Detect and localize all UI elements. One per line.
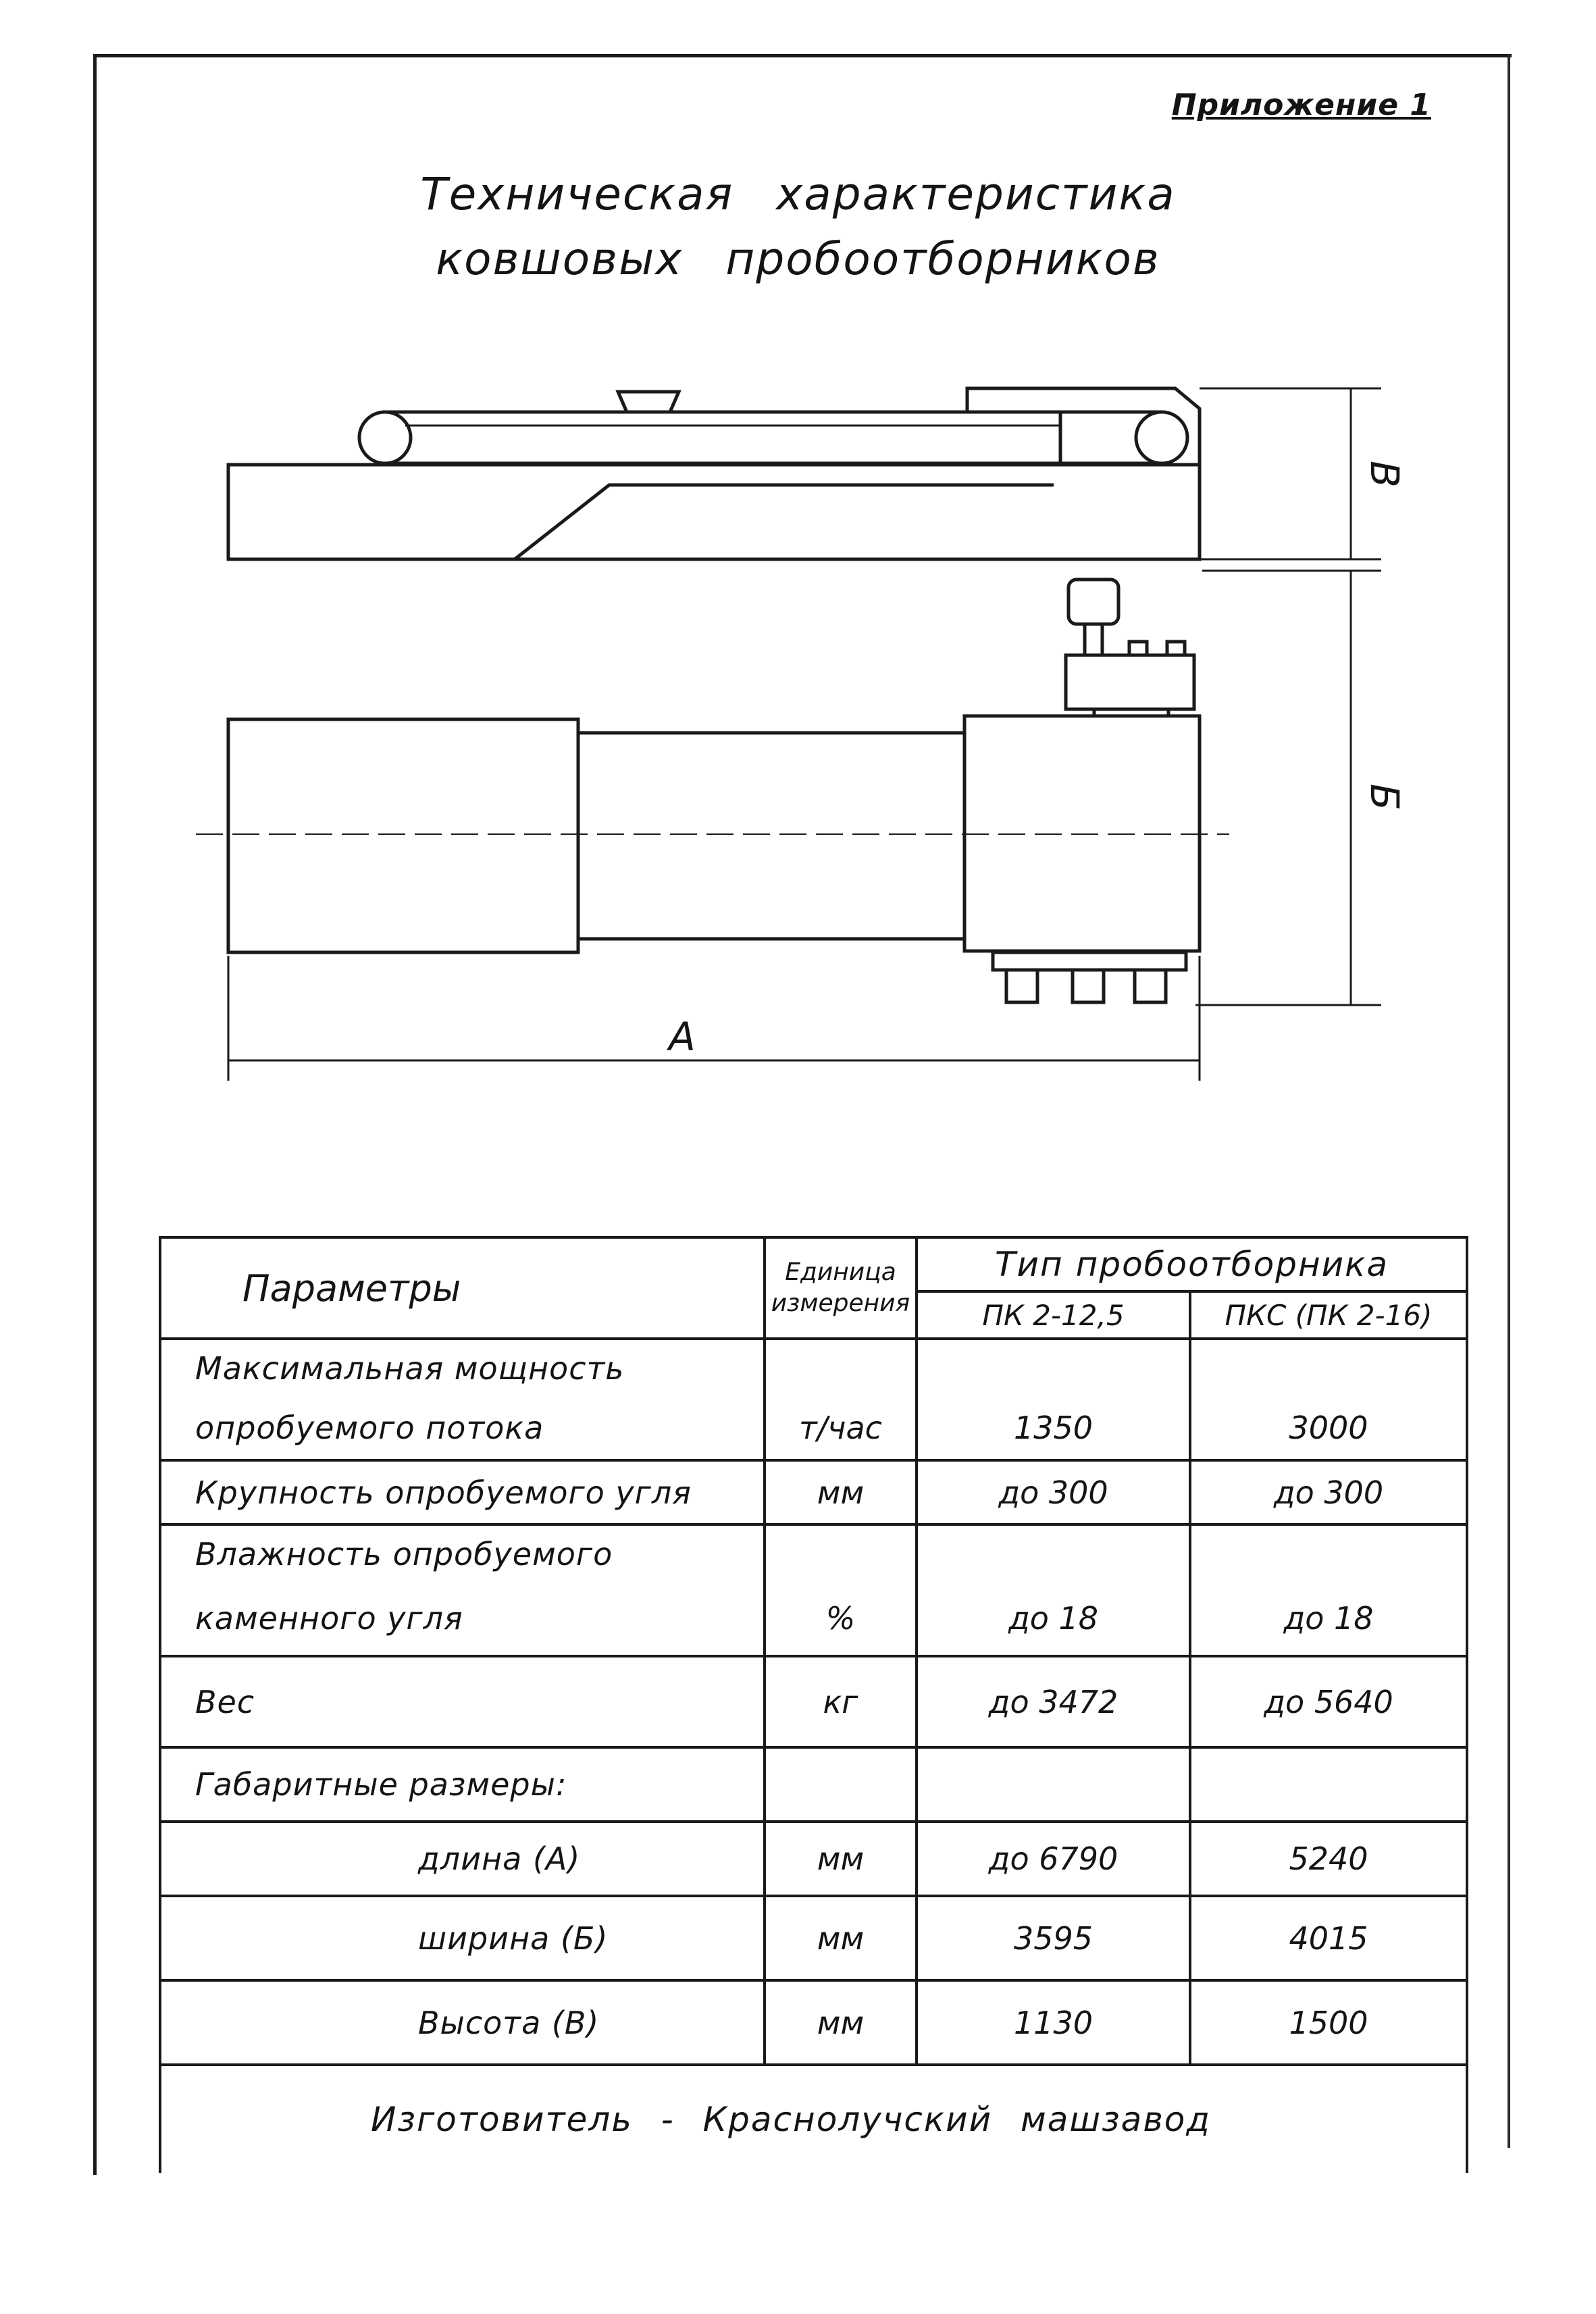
bucket-top (618, 392, 679, 412)
spec-table-container (159, 1236, 1466, 2168)
side-view-chute (515, 485, 1054, 559)
right-pulley (1136, 412, 1187, 463)
table-row (160, 1582, 1467, 1656)
row-label: Габаритные размеры: (160, 1747, 765, 1822)
dim-label-a: А (669, 1014, 696, 1060)
row-value-model-1: до 18 (917, 1582, 1190, 1656)
row-label: каменного угля (160, 1582, 765, 1656)
table-row (160, 1396, 1467, 1460)
row-label: Влажность опробуемого (160, 1524, 765, 1582)
horizontal-dimension (228, 956, 1200, 1081)
table-row (160, 1747, 1467, 1822)
wheel-3 (1135, 970, 1166, 1002)
row-value-model-1: до 300 (917, 1460, 1190, 1524)
header-unit (765, 1237, 917, 1339)
row-label: Крупность опробуемого угля (160, 1460, 765, 1524)
table-row (160, 1896, 1467, 1980)
row-value-model-2: 5240 (1190, 1822, 1467, 1896)
left-pulley (359, 412, 411, 463)
row-unit: кг (765, 1656, 917, 1747)
row-value-model-1: до 3472 (917, 1656, 1190, 1747)
spec-table (159, 1236, 1468, 2173)
header-row-1 (160, 1237, 1467, 1291)
side-view (228, 388, 1200, 559)
row-value-model-2: 3000 (1190, 1396, 1467, 1460)
header-unit-line-2: измерения (771, 1289, 910, 1317)
row-label: длина (А) (160, 1822, 765, 1896)
title-line-1: Техническая характеристика (420, 168, 1176, 220)
row-value-model-2: 1500 (1190, 1980, 1467, 2065)
motor-block (1066, 655, 1194, 709)
row-value-model-2: до 18 (1190, 1582, 1467, 1656)
header-unit-line-1: Единица (785, 1258, 896, 1286)
table-row (160, 1980, 1467, 2065)
row-unit: мм (765, 1822, 917, 1896)
row-value-model-1: 1130 (917, 1980, 1190, 2065)
row-label: Вес (160, 1656, 765, 1747)
technical-drawing (0, 0, 1596, 1148)
side-view-frame (228, 465, 1200, 559)
dim-label-b: Б (1362, 783, 1408, 811)
row-label: ширина (Б) (160, 1896, 765, 1980)
motor-cap (1069, 580, 1118, 624)
table-row (160, 1656, 1467, 1747)
row-unit: мм (765, 1460, 917, 1524)
footer-row (160, 2065, 1467, 2173)
row-value-model-2: 4015 (1190, 1896, 1467, 1980)
plan-left-block (228, 719, 578, 952)
manufacturer-note: Изготовитель - Краснолучский машзавод (160, 2065, 1467, 2173)
header-parameters: Параметры (160, 1237, 765, 1339)
row-value-model-2: до 5640 (1190, 1656, 1467, 1747)
row-unit: % (765, 1582, 917, 1656)
row-value-model-1: 1350 (917, 1396, 1190, 1460)
appendix-label: Приложение 1 (1171, 88, 1431, 122)
row-label: Максимальная мощность (160, 1339, 765, 1396)
header-model-1: ПК 2-12,5 (917, 1291, 1190, 1339)
wheel-1 (1006, 970, 1037, 1002)
table-row (160, 1524, 1467, 1582)
row-value-model-1: 3595 (917, 1896, 1190, 1980)
row-value-model-1: до 6790 (917, 1822, 1190, 1896)
table-row (160, 1460, 1467, 1524)
dim-label-v: В (1362, 461, 1408, 488)
table-row (160, 1822, 1467, 1896)
wheel-2 (1073, 970, 1104, 1002)
row-unit: мм (765, 1896, 917, 1980)
row-unit: т/час (765, 1396, 917, 1460)
header-sampler-type: Тип пробоотборника (917, 1237, 1467, 1291)
row-label: опробуемого потока (160, 1396, 765, 1460)
wheel-bar (993, 952, 1186, 970)
vertical-dimensions (1195, 388, 1381, 1005)
row-label: Высота (В) (160, 1980, 765, 2065)
header-model-2: ПКС (ПК 2-16) (1190, 1291, 1467, 1339)
plan-view (196, 580, 1229, 1002)
row-unit: мм (765, 1980, 917, 2065)
row-value-model-2: до 300 (1190, 1460, 1467, 1524)
table-row (160, 1339, 1467, 1396)
title-line-2: ковшовых пробоотборников (436, 233, 1160, 285)
